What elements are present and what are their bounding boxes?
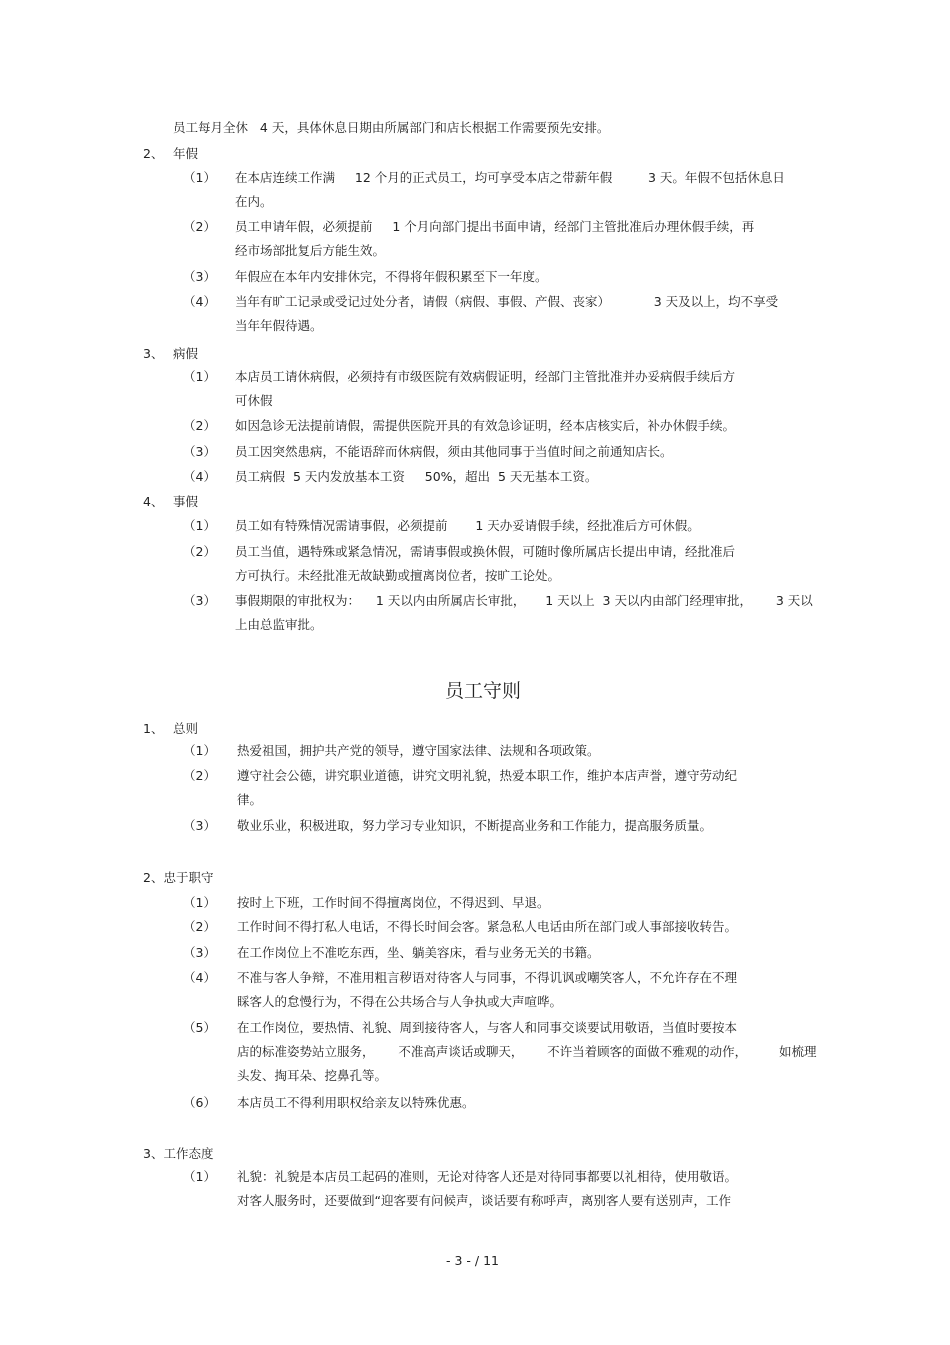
item-number: （1） bbox=[183, 895, 216, 910]
section-number: 4、 bbox=[143, 494, 164, 509]
item-number: （1） bbox=[183, 369, 216, 384]
item-text: 在工作岗位上不准吃东西，坐、躺美容床，看与业务无关的书籍。 bbox=[237, 945, 600, 960]
item-number: （2） bbox=[183, 418, 216, 433]
item-text: 当年有旷工记录或受记过处分者，请假（病假、事假、产假、丧家） 3 天及以上，均不享受 bbox=[235, 294, 779, 309]
item-text: 员工病假 5 天内发放基本工资 50%，超出 5 天无基本工资。 bbox=[235, 469, 598, 484]
section-number: 1、 bbox=[143, 721, 164, 736]
item-text: 可休假 bbox=[235, 393, 273, 408]
item-text: 如因急诊无法提前请假，需提供医院开具的有效急诊证明，经本店核实后，补办休假手续。 bbox=[235, 418, 736, 433]
item-text: 头发、掏耳朵、挖鼻孔等。 bbox=[237, 1068, 388, 1083]
section-title-loyalty: 2、忠于职守 bbox=[143, 870, 214, 885]
item-text: 在本店连续工作满 12 个月的正式员工，均可享受本店之带薪年假 3 天。年假不包括休息日 bbox=[235, 170, 785, 185]
item-number: （4） bbox=[183, 294, 216, 309]
item-text: 事假期限的审批权为： 1 天以内由所属店长审批， 1 天以上 3 天以内由部门经理审批， 3 天以 bbox=[235, 593, 813, 608]
section-number: 2、 bbox=[143, 146, 164, 161]
item-text: 热爱祖国，拥护共产党的领导，遵守国家法律、法规和各项政策。 bbox=[237, 743, 600, 758]
item-text: 本店员工请休病假，必须持有市级医院有效病假证明，经部门主管批准并办妥病假手续后方 bbox=[235, 369, 736, 384]
item-text: 在内。 bbox=[235, 194, 273, 209]
item-text: 在工作岗位，要热情、礼貌、周到接待客人，与客人和同事交谈要试用敬语，当值时要按本 bbox=[237, 1020, 738, 1035]
item-text: 当年年假待遇。 bbox=[235, 318, 323, 333]
item-number: （6） bbox=[183, 1095, 216, 1110]
item-number: （3） bbox=[183, 818, 216, 833]
item-number: （5） bbox=[183, 1020, 216, 1035]
item-text: 经市场部批复后方能生效。 bbox=[235, 243, 386, 258]
item-number: （3） bbox=[183, 444, 216, 459]
item-number: （2） bbox=[183, 919, 216, 934]
item-text: 对客人服务时，还要做到“迎客要有问候声，谈话要有称呼声，离别客人要有送别声，工作 bbox=[237, 1193, 731, 1208]
item-number: （1） bbox=[183, 170, 216, 185]
item-text: 方可执行。未经批准无故缺勤或擅离岗位者，按旷工论处。 bbox=[235, 568, 561, 583]
section-title-annual-leave: 年假 bbox=[173, 146, 199, 161]
section-title-attitude: 3、工作态度 bbox=[143, 1146, 214, 1161]
item-text: 遵守社会公德，讲究职业道德，讲究文明礼貌，热爱本职工作，维护本店声誉，遵守劳动纪 bbox=[237, 768, 738, 783]
page-footer: - 3 - / 11 bbox=[446, 1253, 499, 1268]
item-text: 员工申请年假，必须提前 1 个月向部门提出书面申请，经部门主管批准后办理休假手续，再 bbox=[235, 219, 755, 234]
item-number: （3） bbox=[183, 945, 216, 960]
item-text: 工作时间不得打私人电话，不得长时间会客。紧急私人电话由所在部门或人事部接收转告。 bbox=[237, 919, 738, 934]
section-title-personal-leave: 事假 bbox=[173, 494, 199, 509]
item-text: 睬客人的怠慢行为，不得在公共场合与人争执或大声喧哗。 bbox=[237, 994, 563, 1009]
item-number: （2） bbox=[183, 768, 216, 783]
item-text: 敬业乐业，积极进取，努力学习专业知识，不断提高业务和工作能力，提高服务质量。 bbox=[237, 818, 713, 833]
item-number: （4） bbox=[183, 970, 216, 985]
item-text: 员工当值，遇特殊或紧急情况，需请事假或换休假，可随时像所属店长提出申请，经批准后 bbox=[235, 544, 736, 559]
section-title-general: 总则 bbox=[173, 721, 199, 736]
item-number: （3） bbox=[183, 593, 216, 608]
item-number: （2） bbox=[183, 544, 216, 559]
item-text: 律。 bbox=[237, 792, 263, 807]
item-text: 本店员工不得利用职权给亲友以特殊优惠。 bbox=[237, 1095, 475, 1110]
item-text: 年假应在本年内安排休完，不得将年假积累至下一年度。 bbox=[235, 269, 548, 284]
item-number: （1） bbox=[183, 518, 216, 533]
item-text: 员工如有特殊情况需请事假，必须提前 1 天办妥请假手续，经批准后方可休假。 bbox=[235, 518, 700, 533]
item-number: （3） bbox=[183, 269, 216, 284]
section-number: 3、 bbox=[143, 346, 164, 361]
section-title-sick-leave: 病假 bbox=[173, 346, 199, 361]
item-number: （1） bbox=[183, 743, 216, 758]
item-text: 员工因突然患病，不能语辞而休病假，须由其他同事于当值时间之前通知店长。 bbox=[235, 444, 673, 459]
item-number: （2） bbox=[183, 219, 216, 234]
intro-paragraph: 员工每月全休 4 天，具体休息日期由所属部门和店长根据工作需要预先安排。 bbox=[173, 120, 610, 135]
item-text: 礼貌：礼貌是本店员工起码的准则，无论对待客人还是对待同事都要以礼相待，使用敬语。 bbox=[237, 1169, 738, 1184]
item-text: 上由总监审批。 bbox=[235, 617, 323, 632]
item-text: 店的标准姿势站立服务， 不准高声谈话或聊天， 不许当着顾客的面做不雅观的动作， 如梳理 bbox=[237, 1044, 817, 1059]
item-number: （1） bbox=[183, 1169, 216, 1184]
item-text: 不准与客人争辩，不准用粗言秽语对待客人与同事，不得讥讽或嘲笑客人，不允许存在不理 bbox=[237, 970, 738, 985]
item-number: （4） bbox=[183, 469, 216, 484]
rules-heading: 员工守则 bbox=[445, 680, 522, 702]
item-text: 按时上下班，工作时间不得擅离岗位，不得迟到、早退。 bbox=[237, 895, 550, 910]
